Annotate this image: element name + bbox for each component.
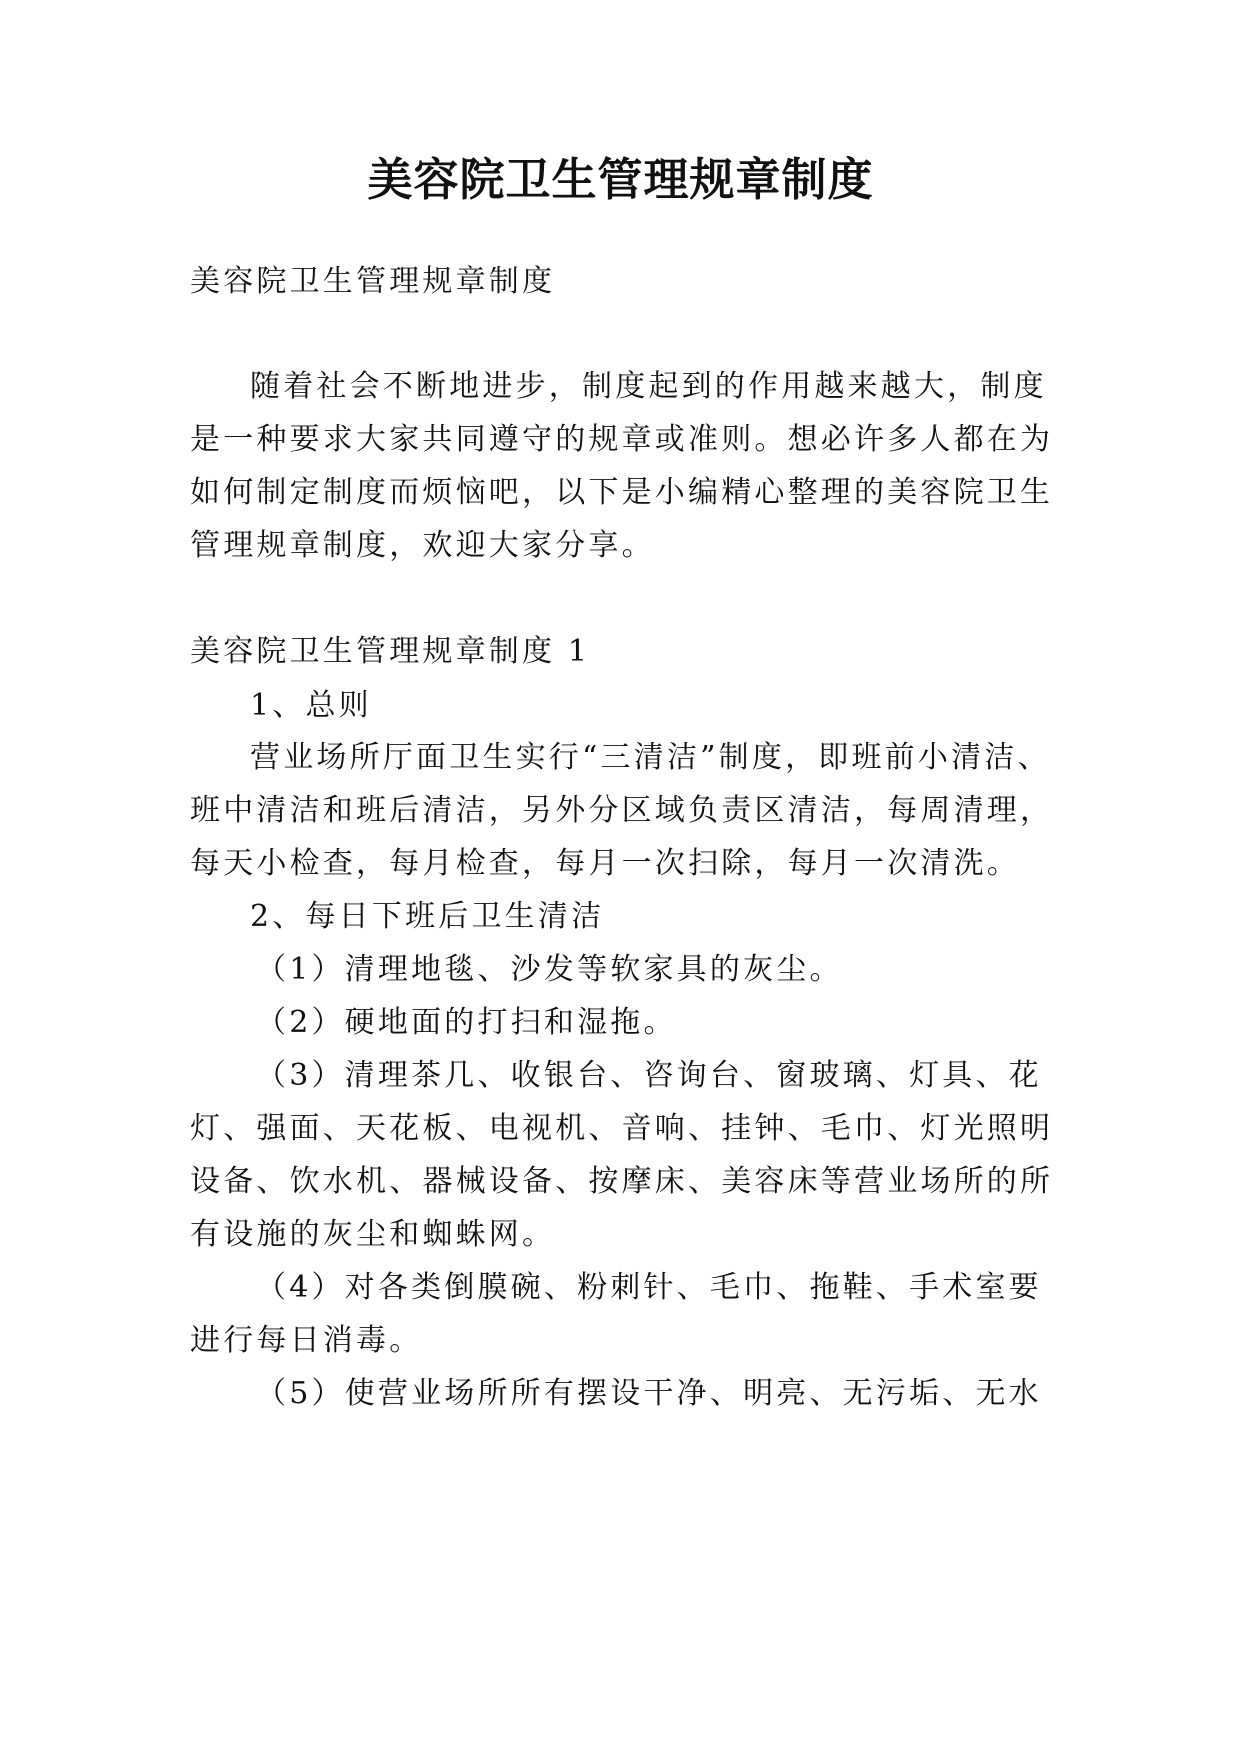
section-line-9: 灯、强面、天花板、电视机、音响、挂钟、毛巾、灯光照明 [190,1111,1054,1146]
section-heading: 美容院卫生管理规章制度 1 [190,634,591,669]
section-line-5: 2、每日下班后卫生清洁 [250,899,605,934]
section-line-2: 营业场所厅面卫生实行“三清洁”制度，即班前小清洁、 [250,740,1051,775]
intro-line-4: 管理规章制度，欢迎大家分享。 [190,528,655,563]
section-line-10: 设备、饮水机、器械设备、按摩床、美容床等营业场所的所 [190,1164,1054,1199]
section-line-12: （4）对各类倒膜碗、粉刺针、毛巾、拖鞋、手术室要 [256,1270,1042,1305]
section-line-4: 每天小检查，每月检查，每月一次扫除，每月一次清洗。 [190,846,1020,881]
intro-line-1: 随着社会不断地进步，制度起到的作用越来越大，制度 [250,369,1047,404]
section-line-6: （1）清理地毯、沙发等软家具的灰尘。 [256,952,843,987]
section-line-1: 1、总则 [250,688,372,723]
intro-line-2: 是一种要求大家共同遵守的规章或准则。想必许多人都在为 [190,422,1054,457]
document-title: 美容院卫生管理规章制度 [367,153,874,206]
section-line-8: （3）清理茶几、收银台、咨询台、窗玻璃、灯具、花 [256,1058,1042,1093]
document-subtitle: 美容院卫生管理规章制度 [190,264,556,299]
section-line-14: （5）使营业场所所有摆设干净、明亮、无污垢、无水 [256,1376,1042,1411]
section-line-11: 有设施的灰尘和蜘蛛网。 [190,1217,556,1252]
section-line-7: （2）硬地面的打扫和湿拖。 [256,1005,677,1040]
section-line-3: 班中清洁和班后清洁，另外分区域负责区清洁，每周清理， [190,793,1054,828]
intro-line-3: 如何制定制度而烦恼吧，以下是小编精心整理的美容院卫生 [190,475,1054,510]
section-line-13: 进行每日消毒。 [190,1323,423,1358]
